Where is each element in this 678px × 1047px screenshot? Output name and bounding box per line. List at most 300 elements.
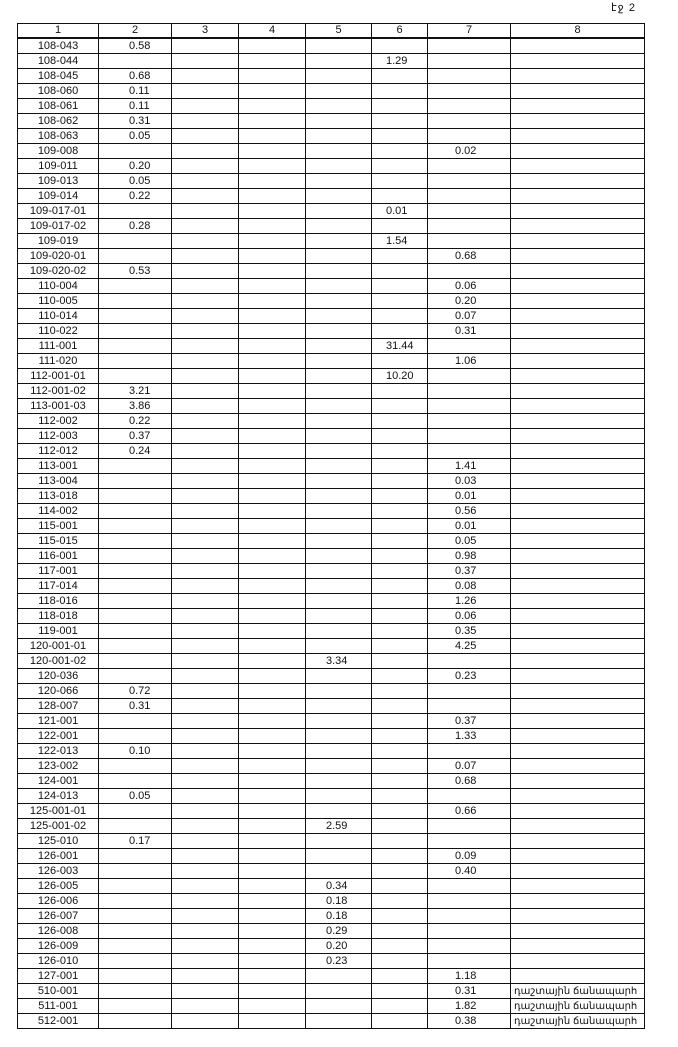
table-row bbox=[18, 549, 645, 564]
parcel-code-cell: 123-002 bbox=[18, 759, 99, 774]
column-6-cell bbox=[372, 654, 428, 669]
table-row bbox=[18, 54, 645, 69]
column-7-cell bbox=[428, 429, 511, 444]
column-8-cell bbox=[511, 954, 645, 969]
column-5-cell: 0.29 bbox=[306, 924, 372, 939]
column-4-cell bbox=[239, 69, 306, 84]
column-2-cell bbox=[99, 324, 172, 339]
column-6-cell bbox=[372, 129, 428, 144]
column-3-cell bbox=[172, 654, 239, 669]
column-7-cell: 0.66 bbox=[428, 804, 511, 819]
column-2-cell: 0.17 bbox=[99, 834, 172, 849]
column-7-cell: 0.68 bbox=[428, 249, 511, 264]
column-5-cell bbox=[306, 744, 372, 759]
column-header-1: 1 bbox=[18, 24, 99, 39]
table-row bbox=[18, 909, 645, 924]
column-2-cell bbox=[99, 669, 172, 684]
column-7-cell: 1.82 bbox=[428, 999, 511, 1014]
column-3-cell bbox=[172, 924, 239, 939]
column-7-cell: 0.37 bbox=[428, 714, 511, 729]
table-row bbox=[18, 759, 645, 774]
column-header-4: 4 bbox=[239, 24, 306, 39]
column-5-cell: 2.59 bbox=[306, 819, 372, 834]
column-3-cell bbox=[172, 174, 239, 189]
column-6-cell bbox=[372, 1014, 428, 1029]
column-6-cell bbox=[372, 84, 428, 99]
column-5-cell bbox=[306, 639, 372, 654]
column-2-cell bbox=[99, 249, 172, 264]
column-6-cell bbox=[372, 114, 428, 129]
parcel-code-cell: 108-062 bbox=[18, 114, 99, 129]
column-5-cell bbox=[306, 969, 372, 984]
column-3-cell bbox=[172, 714, 239, 729]
parcel-code-cell: 108-044 bbox=[18, 54, 99, 69]
parcel-code-cell: 126-007 bbox=[18, 909, 99, 924]
column-2-cell bbox=[99, 309, 172, 324]
column-7-cell bbox=[428, 819, 511, 834]
column-6-cell bbox=[372, 564, 428, 579]
column-2-cell bbox=[99, 984, 172, 999]
column-header-6: 6 bbox=[372, 24, 428, 39]
column-2-cell bbox=[99, 609, 172, 624]
column-4-cell bbox=[239, 954, 306, 969]
column-5-cell bbox=[306, 564, 372, 579]
parcel-code-cell: 121-001 bbox=[18, 714, 99, 729]
page-number-label: էջ 2 bbox=[611, 2, 636, 14]
column-4-cell bbox=[239, 369, 306, 384]
column-7-cell bbox=[428, 114, 511, 129]
column-8-cell bbox=[511, 594, 645, 609]
column-2-cell bbox=[99, 909, 172, 924]
column-header-2: 2 bbox=[99, 24, 172, 39]
parcel-code-cell: 112-012 bbox=[18, 444, 99, 459]
table-row bbox=[18, 579, 645, 594]
column-2-cell bbox=[99, 519, 172, 534]
column-4-cell bbox=[239, 324, 306, 339]
column-7-cell: 0.38 bbox=[428, 1014, 511, 1029]
column-7-cell bbox=[428, 38, 511, 54]
column-2-cell: 0.37 bbox=[99, 429, 172, 444]
table-row bbox=[18, 69, 645, 84]
column-7-cell bbox=[428, 339, 511, 354]
parcel-code-cell: 118-018 bbox=[18, 609, 99, 624]
column-7-cell bbox=[428, 834, 511, 849]
table-row bbox=[18, 894, 645, 909]
parcel-code-cell: 112-002 bbox=[18, 414, 99, 429]
column-4-cell bbox=[239, 594, 306, 609]
parcel-code-cell: 510-001 bbox=[18, 984, 99, 999]
column-4-cell bbox=[239, 249, 306, 264]
parcel-code-cell: 109-011 bbox=[18, 159, 99, 174]
column-7-cell bbox=[428, 654, 511, 669]
column-3-cell bbox=[172, 159, 239, 174]
column-8-cell bbox=[511, 114, 645, 129]
column-3-cell bbox=[172, 519, 239, 534]
table-row bbox=[18, 414, 645, 429]
parcel-code-cell: 109-017-02 bbox=[18, 219, 99, 234]
column-3-cell bbox=[172, 99, 239, 114]
column-3-cell bbox=[172, 954, 239, 969]
column-8-cell bbox=[511, 969, 645, 984]
parcel-code-cell: 125-001-01 bbox=[18, 804, 99, 819]
column-2-cell: 0.68 bbox=[99, 69, 172, 84]
table-row bbox=[18, 789, 645, 804]
parcel-code-cell: 114-002 bbox=[18, 504, 99, 519]
column-7-cell: 0.56 bbox=[428, 504, 511, 519]
parcel-code-cell: 110-022 bbox=[18, 324, 99, 339]
column-5-cell: 0.23 bbox=[306, 954, 372, 969]
parcel-code-cell: 126-003 bbox=[18, 864, 99, 879]
table-row bbox=[18, 204, 645, 219]
column-7-cell bbox=[428, 99, 511, 114]
column-3-cell bbox=[172, 69, 239, 84]
column-7-cell: 0.23 bbox=[428, 669, 511, 684]
column-8-cell bbox=[511, 264, 645, 279]
column-5-cell bbox=[306, 219, 372, 234]
column-2-cell: 3.86 bbox=[99, 399, 172, 414]
table-row bbox=[18, 684, 645, 699]
column-7-cell bbox=[428, 699, 511, 714]
column-5-cell bbox=[306, 264, 372, 279]
column-6-cell: 10.20 bbox=[372, 369, 428, 384]
column-2-cell: 0.11 bbox=[99, 84, 172, 99]
parcel-code-cell: 110-004 bbox=[18, 279, 99, 294]
column-5-cell bbox=[306, 189, 372, 204]
column-2-cell bbox=[99, 639, 172, 654]
column-7-cell bbox=[428, 444, 511, 459]
column-7-cell bbox=[428, 684, 511, 699]
column-4-cell bbox=[239, 1014, 306, 1029]
parcel-code-cell: 125-010 bbox=[18, 834, 99, 849]
column-2-cell: 0.58 bbox=[99, 38, 172, 54]
column-6-cell bbox=[372, 744, 428, 759]
column-6-cell: 31.44 bbox=[372, 339, 428, 354]
column-5-cell bbox=[306, 594, 372, 609]
column-8-cell bbox=[511, 564, 645, 579]
column-2-cell: 0.24 bbox=[99, 444, 172, 459]
column-3-cell bbox=[172, 564, 239, 579]
column-6-cell bbox=[372, 264, 428, 279]
column-7-cell: 0.03 bbox=[428, 474, 511, 489]
column-5-cell bbox=[306, 234, 372, 249]
column-6-cell bbox=[372, 534, 428, 549]
column-2-cell bbox=[99, 234, 172, 249]
column-3-cell bbox=[172, 429, 239, 444]
column-6-cell bbox=[372, 474, 428, 489]
column-7-cell bbox=[428, 744, 511, 759]
column-2-cell bbox=[99, 849, 172, 864]
column-3-cell bbox=[172, 939, 239, 954]
column-3-cell bbox=[172, 969, 239, 984]
column-6-cell bbox=[372, 519, 428, 534]
column-7-cell: 0.02 bbox=[428, 144, 511, 159]
column-7-cell: 0.06 bbox=[428, 609, 511, 624]
column-7-cell bbox=[428, 189, 511, 204]
column-6-cell bbox=[372, 249, 428, 264]
column-3-cell bbox=[172, 699, 239, 714]
parcel-code-cell: 115-015 bbox=[18, 534, 99, 549]
parcel-code-cell: 126-005 bbox=[18, 879, 99, 894]
column-6-cell bbox=[372, 294, 428, 309]
column-6-cell bbox=[372, 684, 428, 699]
column-8-cell bbox=[511, 834, 645, 849]
column-2-cell bbox=[99, 624, 172, 639]
column-2-cell: 0.72 bbox=[99, 684, 172, 699]
column-6-cell bbox=[372, 729, 428, 744]
parcel-code-cell: 108-061 bbox=[18, 99, 99, 114]
column-3-cell bbox=[172, 444, 239, 459]
column-6-cell bbox=[372, 849, 428, 864]
column-6-cell bbox=[372, 699, 428, 714]
column-3-cell bbox=[172, 264, 239, 279]
column-6-cell bbox=[372, 279, 428, 294]
column-8-cell bbox=[511, 789, 645, 804]
table-row bbox=[18, 624, 645, 639]
column-8-cell bbox=[511, 729, 645, 744]
column-2-cell: 0.22 bbox=[99, 189, 172, 204]
column-2-cell bbox=[99, 279, 172, 294]
table-row bbox=[18, 84, 645, 99]
parcel-code-cell: 109-014 bbox=[18, 189, 99, 204]
column-5-cell bbox=[306, 294, 372, 309]
column-4-cell bbox=[239, 129, 306, 144]
table-row bbox=[18, 249, 645, 264]
column-7-cell: 0.06 bbox=[428, 279, 511, 294]
table-row bbox=[18, 639, 645, 654]
column-8-cell bbox=[511, 519, 645, 534]
column-5-cell: 0.34 bbox=[306, 879, 372, 894]
column-8-cell bbox=[511, 534, 645, 549]
column-4-cell bbox=[239, 264, 306, 279]
column-5-cell bbox=[306, 504, 372, 519]
column-2-cell bbox=[99, 294, 172, 309]
column-4-cell bbox=[239, 189, 306, 204]
column-7-cell bbox=[428, 789, 511, 804]
column-5-cell: 0.18 bbox=[306, 909, 372, 924]
column-7-cell bbox=[428, 369, 511, 384]
column-6-cell bbox=[372, 504, 428, 519]
column-5-cell bbox=[306, 309, 372, 324]
column-2-cell bbox=[99, 564, 172, 579]
column-8-cell bbox=[511, 864, 645, 879]
column-8-cell bbox=[511, 384, 645, 399]
column-6-cell bbox=[372, 174, 428, 189]
column-3-cell bbox=[172, 38, 239, 54]
column-6-cell bbox=[372, 954, 428, 969]
column-4-cell bbox=[239, 279, 306, 294]
column-8-cell bbox=[511, 309, 645, 324]
column-2-cell bbox=[99, 204, 172, 219]
column-3-cell bbox=[172, 219, 239, 234]
column-2-cell bbox=[99, 939, 172, 954]
column-6-cell bbox=[372, 834, 428, 849]
column-2-cell bbox=[99, 369, 172, 384]
column-6-cell bbox=[372, 579, 428, 594]
column-7-cell bbox=[428, 69, 511, 84]
column-4-cell bbox=[239, 54, 306, 69]
column-2-cell: 0.05 bbox=[99, 129, 172, 144]
column-4-cell bbox=[239, 684, 306, 699]
column-5-cell: 0.18 bbox=[306, 894, 372, 909]
column-5-cell bbox=[306, 519, 372, 534]
table-row bbox=[18, 99, 645, 114]
column-6-cell bbox=[372, 639, 428, 654]
table-row bbox=[18, 864, 645, 879]
column-8-cell bbox=[511, 129, 645, 144]
table-row bbox=[18, 609, 645, 624]
column-4-cell bbox=[239, 234, 306, 249]
column-2-cell: 0.05 bbox=[99, 789, 172, 804]
column-6-cell bbox=[372, 669, 428, 684]
table-row bbox=[18, 954, 645, 969]
table-row bbox=[18, 174, 645, 189]
table-row bbox=[18, 669, 645, 684]
column-8-cell bbox=[511, 939, 645, 954]
column-5-cell bbox=[306, 534, 372, 549]
column-2-cell bbox=[99, 969, 172, 984]
column-6-cell bbox=[372, 789, 428, 804]
column-2-cell bbox=[99, 999, 172, 1014]
column-5-cell bbox=[306, 714, 372, 729]
column-5-cell bbox=[306, 774, 372, 789]
column-6-cell bbox=[372, 444, 428, 459]
column-8-cell bbox=[511, 294, 645, 309]
column-8-cell bbox=[511, 624, 645, 639]
column-2-cell bbox=[99, 339, 172, 354]
column-8-cell bbox=[511, 879, 645, 894]
column-7-cell: 0.07 bbox=[428, 759, 511, 774]
column-7-cell: 1.33 bbox=[428, 729, 511, 744]
column-7-cell: 0.20 bbox=[428, 294, 511, 309]
table-row bbox=[18, 879, 645, 894]
column-6-cell bbox=[372, 804, 428, 819]
column-6-cell bbox=[372, 894, 428, 909]
column-8-cell bbox=[511, 429, 645, 444]
column-8-cell bbox=[511, 669, 645, 684]
column-6-cell bbox=[372, 159, 428, 174]
column-2-cell bbox=[99, 54, 172, 69]
column-5-cell bbox=[306, 159, 372, 174]
column-3-cell bbox=[172, 609, 239, 624]
column-8-cell bbox=[511, 54, 645, 69]
column-4-cell bbox=[239, 339, 306, 354]
column-7-cell: 0.01 bbox=[428, 519, 511, 534]
parcel-code-cell: 122-013 bbox=[18, 744, 99, 759]
column-7-cell: 0.08 bbox=[428, 579, 511, 594]
column-4-cell bbox=[239, 729, 306, 744]
column-5-cell bbox=[306, 729, 372, 744]
column-7-cell bbox=[428, 234, 511, 249]
column-3-cell bbox=[172, 399, 239, 414]
column-7-cell: 0.68 bbox=[428, 774, 511, 789]
column-2-cell bbox=[99, 954, 172, 969]
column-5-cell bbox=[306, 999, 372, 1014]
column-5-cell bbox=[306, 249, 372, 264]
table-row bbox=[18, 594, 645, 609]
table-row bbox=[18, 744, 645, 759]
column-7-cell bbox=[428, 264, 511, 279]
column-8-cell bbox=[511, 414, 645, 429]
column-4-cell bbox=[239, 624, 306, 639]
column-6-cell bbox=[372, 324, 428, 339]
column-3-cell bbox=[172, 144, 239, 159]
column-3-cell bbox=[172, 84, 239, 99]
column-4-cell bbox=[239, 774, 306, 789]
column-8-cell bbox=[511, 774, 645, 789]
column-6-cell bbox=[372, 924, 428, 939]
table-row bbox=[18, 519, 645, 534]
column-6-cell bbox=[372, 144, 428, 159]
column-3-cell bbox=[172, 894, 239, 909]
column-7-cell bbox=[428, 909, 511, 924]
column-7-cell bbox=[428, 894, 511, 909]
column-4-cell bbox=[239, 864, 306, 879]
parcel-code-cell: 127-001 bbox=[18, 969, 99, 984]
parcel-code-cell: 113-018 bbox=[18, 489, 99, 504]
column-3-cell bbox=[172, 114, 239, 129]
column-5-cell bbox=[306, 99, 372, 114]
column-7-cell bbox=[428, 174, 511, 189]
column-7-cell bbox=[428, 939, 511, 954]
column-3-cell bbox=[172, 864, 239, 879]
column-5-cell: 3.34 bbox=[306, 654, 372, 669]
table-row bbox=[18, 189, 645, 204]
column-8-cell bbox=[511, 474, 645, 489]
column-4-cell bbox=[239, 459, 306, 474]
parcel-code-cell: 109-020-01 bbox=[18, 249, 99, 264]
column-8-cell bbox=[511, 819, 645, 834]
column-6-cell: 0.01 bbox=[372, 204, 428, 219]
column-3-cell bbox=[172, 504, 239, 519]
column-5-cell bbox=[306, 1014, 372, 1029]
column-4-cell bbox=[239, 354, 306, 369]
table-row bbox=[18, 339, 645, 354]
column-2-cell bbox=[99, 579, 172, 594]
column-8-cell bbox=[511, 174, 645, 189]
column-8-cell bbox=[511, 159, 645, 174]
column-3-cell bbox=[172, 234, 239, 249]
column-header-3: 3 bbox=[172, 24, 239, 39]
column-4-cell bbox=[239, 654, 306, 669]
parcel-code-cell: 109-013 bbox=[18, 174, 99, 189]
column-3-cell bbox=[172, 729, 239, 744]
column-6-cell bbox=[372, 984, 428, 999]
parcel-code-cell: 111-020 bbox=[18, 354, 99, 369]
column-4-cell bbox=[239, 399, 306, 414]
column-3-cell bbox=[172, 774, 239, 789]
parcel-code-cell: 126-001 bbox=[18, 849, 99, 864]
column-3-cell bbox=[172, 639, 239, 654]
column-8-cell bbox=[511, 324, 645, 339]
column-5-cell bbox=[306, 549, 372, 564]
column-8-cell bbox=[511, 69, 645, 84]
column-3-cell bbox=[172, 294, 239, 309]
column-4-cell bbox=[239, 444, 306, 459]
land-parcel-table bbox=[17, 23, 645, 1029]
parcel-code-cell: 125-001-02 bbox=[18, 819, 99, 834]
parcel-code-cell: 120-066 bbox=[18, 684, 99, 699]
column-2-cell: 0.31 bbox=[99, 699, 172, 714]
parcel-code-cell: 110-014 bbox=[18, 309, 99, 324]
table-row bbox=[18, 654, 645, 669]
header-row bbox=[18, 24, 645, 39]
column-3-cell bbox=[172, 984, 239, 999]
column-5-cell bbox=[306, 339, 372, 354]
column-3-cell bbox=[172, 369, 239, 384]
parcel-code-cell: 124-013 bbox=[18, 789, 99, 804]
column-2-cell: 0.22 bbox=[99, 414, 172, 429]
column-6-cell bbox=[372, 489, 428, 504]
